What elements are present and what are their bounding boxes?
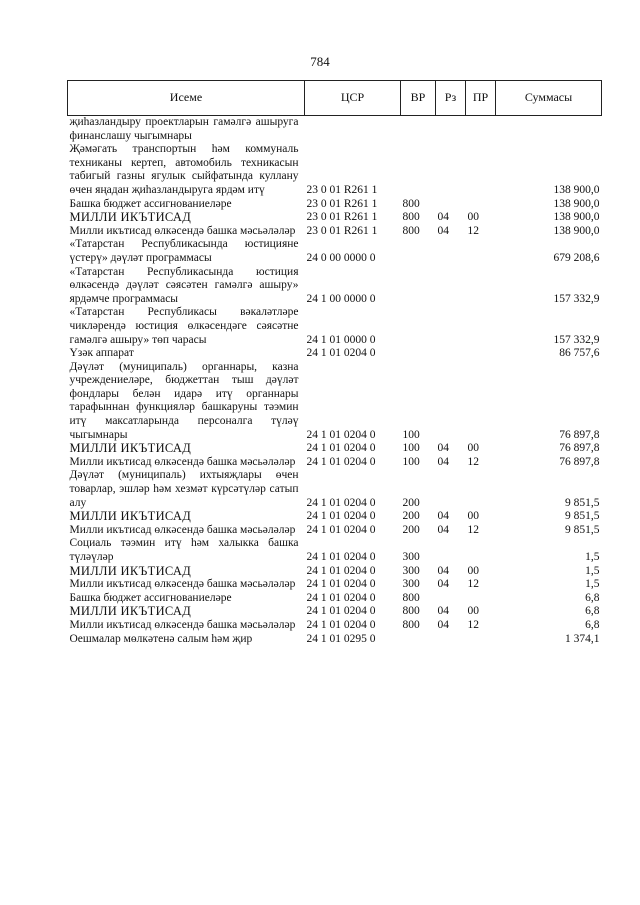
header-rz: Рз xyxy=(436,81,466,116)
cell-csr: 24 1 01 0204 0 xyxy=(306,618,376,631)
table-row xyxy=(68,510,602,524)
cell-pr xyxy=(466,143,496,197)
cell-pr xyxy=(466,116,496,144)
cell-rz xyxy=(436,537,466,564)
cell-rz: 04 xyxy=(437,523,449,536)
cell-csr: 23 0 01 R261 1 xyxy=(306,224,378,237)
cell-csr: 24 1 01 0204 0 xyxy=(306,510,376,523)
cell-sum: 138 900,0 xyxy=(553,224,600,237)
cell-rz xyxy=(436,116,466,144)
cell-csr xyxy=(305,116,401,144)
cell-rz xyxy=(436,306,466,347)
table-row xyxy=(68,605,602,619)
cell-csr: 24 1 01 0204 0 xyxy=(306,455,376,468)
cell-name: Социаль тәэмин итү һәм халыкка башка түләүләр xyxy=(69,537,299,563)
cell-sum xyxy=(496,116,602,144)
cell-vr: 800 xyxy=(402,591,420,604)
header-csr: ЦСР xyxy=(305,81,401,116)
cell-csr: 23 0 01 R261 1 xyxy=(306,211,378,224)
cell-sum: 9 851,5 xyxy=(565,496,600,509)
cell-vr xyxy=(401,266,436,307)
cell-name: «Татарстан Республикасы вәкаләтләре чикләрендә юстиция өлкәсендәге сәясәтне гамәлгә ашыру» төп чарасы xyxy=(69,306,299,346)
cell-vr: 200 xyxy=(402,496,420,509)
table-row xyxy=(68,266,602,307)
table-row xyxy=(68,537,602,564)
cell-csr: 24 1 01 0204 0 xyxy=(306,605,376,618)
cell-csr: 24 1 01 0204 0 xyxy=(306,428,376,441)
cell-rz xyxy=(436,633,466,647)
cell-sum: 1 374,1 xyxy=(565,632,600,645)
cell-name: Милли икътисад өлкәсендә башка мәсьәләләр xyxy=(69,224,296,237)
cell-rz: 04 xyxy=(437,618,449,631)
cell-name: МИЛЛИ ИКЪТИСАД xyxy=(69,563,192,578)
cell-pr xyxy=(466,537,496,564)
cell-name: җиһазландыру проектларын гамәлгә ашыруга финанслашу чыгымнары xyxy=(69,116,299,142)
header-pr: ПР xyxy=(466,81,496,116)
cell-sum: 1,5 xyxy=(585,578,600,591)
cell-csr: 24 1 01 0000 0 xyxy=(306,333,376,346)
header-vr: ВР xyxy=(401,81,436,116)
cell-name: Башка бюджет ассигнованиеләре xyxy=(69,591,232,604)
cell-pr xyxy=(466,592,496,606)
cell-rz: 04 xyxy=(437,224,449,237)
cell-name: Оешмалар мөлкәтенә салым һәм җир xyxy=(69,632,253,645)
cell-vr: 100 xyxy=(402,455,420,468)
header-name: Исеме xyxy=(68,81,305,116)
cell-rz xyxy=(436,347,466,361)
cell-name: МИЛЛИ ИКЪТИСАД xyxy=(69,604,192,619)
budget-table xyxy=(67,80,602,646)
page-number: 784 xyxy=(310,54,330,69)
cell-vr xyxy=(401,633,436,647)
cell-pr xyxy=(466,361,496,443)
table-row xyxy=(68,442,602,456)
cell-name: Милли икътисад өлкәсендә башка мәсьәләләр xyxy=(69,523,296,536)
cell-pr: 12 xyxy=(467,224,479,237)
table-row xyxy=(68,565,602,579)
cell-sum: 138 900,0 xyxy=(553,197,600,210)
cell-csr: 23 0 01 R261 1 xyxy=(306,197,378,210)
cell-pr: 12 xyxy=(467,618,479,631)
cell-csr: 24 1 01 0204 0 xyxy=(306,523,376,536)
cell-vr: 200 xyxy=(402,510,420,523)
cell-vr: 300 xyxy=(402,578,420,591)
cell-vr xyxy=(401,306,436,347)
table-row xyxy=(68,347,602,361)
cell-sum: 157 332,9 xyxy=(553,292,600,305)
cell-sum: 679 208,6 xyxy=(553,251,600,264)
cell-pr: 00 xyxy=(467,442,479,455)
cell-sum: 6,8 xyxy=(585,618,600,631)
cell-sum: 9 851,5 xyxy=(565,523,600,536)
cell-name: МИЛЛИ ИКЪТИСАД xyxy=(69,509,192,524)
cell-sum: 9 851,5 xyxy=(565,510,600,523)
cell-pr xyxy=(466,469,496,510)
cell-sum: 76 897,8 xyxy=(559,442,600,455)
cell-rz: 04 xyxy=(437,564,449,577)
cell-pr xyxy=(466,347,496,361)
cell-vr: 200 xyxy=(402,523,420,536)
cell-pr: 00 xyxy=(467,510,479,523)
cell-name: Үзәк аппарат xyxy=(69,347,134,360)
cell-pr: 12 xyxy=(467,455,479,468)
cell-csr: 24 1 01 0204 0 xyxy=(306,578,376,591)
cell-name: МИЛЛИ ИКЪТИСАД xyxy=(69,441,192,456)
cell-vr xyxy=(401,116,436,144)
cell-vr: 100 xyxy=(402,442,420,455)
cell-name: Җәмәгать транспортын һәм коммуналь техниканы кертеп, автомобиль техникасын табигый газны ягулык сыйфатында куллану өчен яңадан җиһазландыруга ярдәм итү xyxy=(69,143,299,196)
table-row xyxy=(68,469,602,510)
cell-vr: 300 xyxy=(402,551,420,563)
cell-sum: 138 900,0 xyxy=(553,211,600,224)
cell-rz: 04 xyxy=(437,578,449,591)
cell-name: МИЛЛИ ИКЪТИСАД xyxy=(69,210,192,225)
cell-pr: 00 xyxy=(467,605,479,618)
cell-csr: 24 1 01 0204 0 xyxy=(306,564,376,577)
table-row xyxy=(68,211,602,225)
cell-pr xyxy=(466,633,496,647)
table-header xyxy=(68,81,602,116)
cell-csr: 24 1 01 0204 0 xyxy=(306,591,376,604)
header-sum: Суммасы xyxy=(496,81,602,116)
table-row xyxy=(68,116,602,144)
table-row xyxy=(68,524,602,538)
cell-sum: 76 897,8 xyxy=(559,428,600,441)
table-row xyxy=(68,198,602,212)
cell-sum: 86 757,6 xyxy=(559,347,600,360)
cell-sum: 6,8 xyxy=(585,605,600,618)
cell-csr: 23 0 01 R261 1 xyxy=(306,183,378,196)
cell-vr: 100 xyxy=(402,428,420,441)
cell-pr: 12 xyxy=(467,578,479,591)
cell-rz xyxy=(436,266,466,307)
cell-sum: 76 897,8 xyxy=(559,455,600,468)
table-row xyxy=(68,361,602,443)
cell-pr xyxy=(466,198,496,212)
cell-vr: 800 xyxy=(402,605,420,618)
cell-rz xyxy=(436,143,466,197)
cell-sum: 138 900,0 xyxy=(553,183,600,196)
cell-vr: 800 xyxy=(402,211,420,224)
cell-rz xyxy=(436,238,466,265)
table-row xyxy=(68,143,602,197)
cell-pr: 00 xyxy=(467,211,479,224)
table-row xyxy=(68,633,602,647)
table-row xyxy=(68,456,602,470)
cell-pr xyxy=(466,238,496,265)
cell-csr: 24 1 00 0000 0 xyxy=(306,292,376,305)
cell-sum: 157 332,9 xyxy=(553,333,600,346)
table-row xyxy=(68,592,602,606)
cell-sum: 1,5 xyxy=(585,551,600,563)
cell-rz: 04 xyxy=(437,455,449,468)
cell-csr: 24 1 01 0295 0 xyxy=(306,632,376,645)
cell-sum: 6,8 xyxy=(585,591,600,604)
cell-rz: 04 xyxy=(437,211,449,224)
cell-sum: 1,5 xyxy=(585,564,600,577)
cell-vr: 800 xyxy=(402,224,420,237)
cell-vr xyxy=(401,347,436,361)
cell-rz xyxy=(436,361,466,443)
cell-csr: 24 1 01 0204 0 xyxy=(306,442,376,455)
cell-vr: 800 xyxy=(402,197,420,210)
cell-vr xyxy=(401,238,436,265)
table-row xyxy=(68,225,602,239)
cell-csr: 24 1 01 0204 0 xyxy=(306,347,376,360)
cell-name: Башка бюджет ассигнованиеләре xyxy=(69,197,232,210)
table-row xyxy=(68,578,602,592)
cell-name: Милли икътисад өлкәсендә башка мәсьәләләр xyxy=(69,618,296,631)
table-row xyxy=(68,619,602,633)
cell-csr: 24 1 01 0204 0 xyxy=(306,551,376,563)
cell-name: Милли икътисад өлкәсендә башка мәсьәләләр xyxy=(69,455,296,468)
table-row xyxy=(68,238,602,265)
cell-vr: 800 xyxy=(402,618,420,631)
cell-name: «Татарстан Республикасында юстиция өлкәсендә дәүләт сәясәтен гамәлгә ашыру» ярдәмче программасы xyxy=(69,265,299,305)
table-row xyxy=(68,306,602,347)
cell-rz xyxy=(436,198,466,212)
cell-name: «Татарстан Республикасында юстицияне үстерү» дәүләт программасы xyxy=(69,238,299,264)
table-body xyxy=(68,116,602,647)
cell-pr xyxy=(466,306,496,347)
cell-rz: 04 xyxy=(437,442,449,455)
cell-csr: 24 0 00 0000 0 xyxy=(306,251,376,264)
cell-rz: 04 xyxy=(437,510,449,523)
cell-vr: 300 xyxy=(402,564,420,577)
cell-rz: 04 xyxy=(437,605,449,618)
cell-csr: 24 1 01 0204 0 xyxy=(306,496,376,509)
cell-rz xyxy=(436,469,466,510)
cell-vr xyxy=(401,143,436,197)
cell-name: Дәүләт (муниципаль) ихтыяҗлары өчен товарлар, эшләр һәм хезмәт күрсәтүләр сатып алу xyxy=(69,469,299,509)
cell-pr: 00 xyxy=(467,564,479,577)
cell-name: Милли икътисад өлкәсендә башка мәсьәләләр xyxy=(69,578,296,591)
cell-pr xyxy=(466,266,496,307)
cell-rz xyxy=(436,592,466,606)
cell-pr: 12 xyxy=(467,523,479,536)
cell-name: Дәүләт (муниципаль) органнары, казна учреждениеләре, бюджеттан тыш дәүләт фондлары белән идарә итү органнары тарафыннан функцияләр башкаруны тәэмин итү максатларында персоналга түләү чыгымнары xyxy=(69,360,299,441)
